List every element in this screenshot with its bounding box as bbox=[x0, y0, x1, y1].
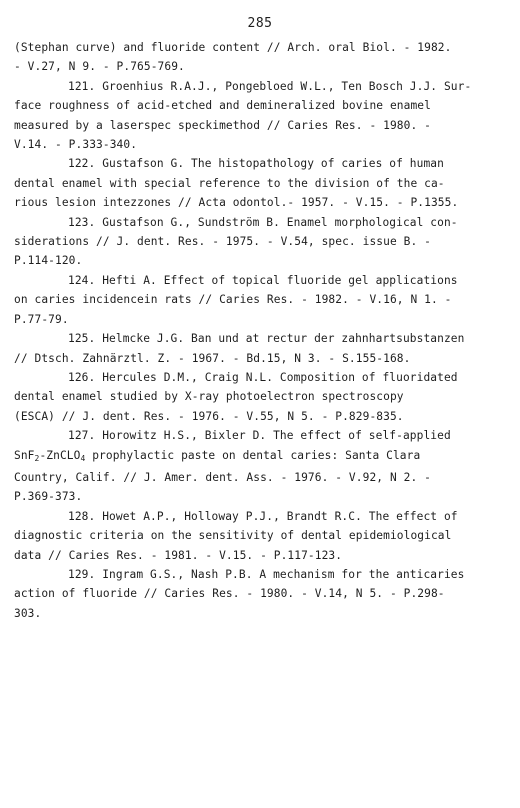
reference-line: // Dtsch. Zahnärztl. Z. - 1967. - Bd.15, N 3. - S.155-168. bbox=[14, 351, 411, 365]
reference-line: SnF$_2$-ZnCLO$_4$ prophylactic paste on dental caries: Santa Clara bbox=[14, 448, 421, 463]
reference-line: P.369-373. bbox=[14, 490, 83, 504]
reference-entry bbox=[14, 507, 508, 565]
reference-line: (ESCA) // J. dent. Res. - 1976. - V.55, N 5. - P.829-835. bbox=[14, 409, 404, 423]
reference-line: dental enamel studied by X-ray photoelectron spectroscopy bbox=[14, 390, 404, 404]
reference-entry bbox=[14, 38, 508, 77]
reference-line: V.14. - P.333-340. bbox=[14, 138, 138, 152]
reference-list bbox=[14, 38, 508, 623]
reference-line: Ingram G.S., Nash P.B. A mechanism for the anticaries bbox=[102, 567, 465, 581]
reference-entry bbox=[14, 213, 508, 271]
page-number: 285 bbox=[247, 16, 273, 31]
reference-line: measured by a laserspec speckimethod // Caries Res. - 1980. - bbox=[14, 118, 431, 132]
reference-entry bbox=[14, 77, 508, 155]
reference-number: 127. bbox=[68, 429, 96, 443]
reference-entry bbox=[14, 368, 508, 426]
reference-number: 122. bbox=[68, 157, 96, 171]
reference-entry bbox=[14, 565, 508, 623]
reference-number: 128. bbox=[68, 509, 96, 523]
reference-entry bbox=[14, 329, 508, 368]
reference-line: Helmcke J.G. Ban und at rectur der zahnhartsubstanzen bbox=[102, 332, 465, 346]
reference-line: Country, Calif. // J. Amer. dent. Ass. - 1976. - V.92, N 2. - bbox=[14, 470, 431, 484]
reference-line: Horowitz H.S., Bixler D. The effect of self-applied bbox=[102, 429, 451, 443]
reference-line: siderations // J. dent. Res. - 1975. - V.54, spec. issue B. - bbox=[14, 235, 431, 249]
reference-line: (Stephan curve) and fluoride content // Arch. oral Biol. - 1982. bbox=[14, 41, 452, 54]
reference-line: P.114-120. bbox=[14, 254, 83, 268]
reference-line: Gustafson G., Sundström B. Enamel morphological con- bbox=[102, 215, 458, 229]
reference-line: Hercules D.M., Craig N.L. Composition of fluoridated bbox=[102, 370, 458, 384]
reference-line: 303. bbox=[14, 606, 42, 620]
reference-line: diagnostic criteria on the sensitivity of dental epidemiological bbox=[14, 529, 452, 543]
reference-line: - V.27, N 9. - P.765-769. bbox=[14, 60, 185, 74]
reference-line: dental enamel with special reference to the division of the ca- bbox=[14, 176, 445, 190]
reference-line: face roughness of acid-etched and demineralized bovine enamel bbox=[14, 99, 431, 113]
reference-line: Hefti A. Effect of topical fluoride gel applications bbox=[102, 273, 458, 287]
reference-number: 129. bbox=[68, 567, 96, 581]
reference-line: action of fluoride // Caries Res. - 1980. - V.14, N 5. - P.298- bbox=[14, 587, 445, 601]
reference-line: Gustafson G. The histopathology of caries of human bbox=[102, 157, 444, 171]
reference-number: 123. bbox=[68, 215, 96, 229]
reference-number: 125. bbox=[68, 332, 96, 346]
reference-line: data // Caries Res. - 1981. - V.15. - P.117-123. bbox=[14, 548, 343, 562]
reference-number: 124. bbox=[68, 273, 96, 287]
reference-line: on caries incidencein rats // Caries Res. - 1982. - V.16, N 1. - bbox=[14, 293, 452, 307]
reference-line: rious lesion intezzones // Acta odontol.- 1957. - V.15. - P.1355. bbox=[14, 196, 459, 210]
reference-entry bbox=[14, 154, 508, 212]
reference-line: P.77-79. bbox=[14, 312, 69, 326]
reference-number: 126. bbox=[68, 370, 96, 384]
reference-entry bbox=[14, 271, 508, 329]
reference-entry bbox=[14, 426, 508, 507]
reference-line: Groenhius R.A.J., Pongebloed W.L., Ten Bosch J.J. Sur- bbox=[102, 79, 472, 93]
reference-line: Howet A.P., Holloway P.J., Brandt R.C. The effect of bbox=[102, 509, 458, 523]
reference-number: 121. bbox=[68, 79, 96, 93]
